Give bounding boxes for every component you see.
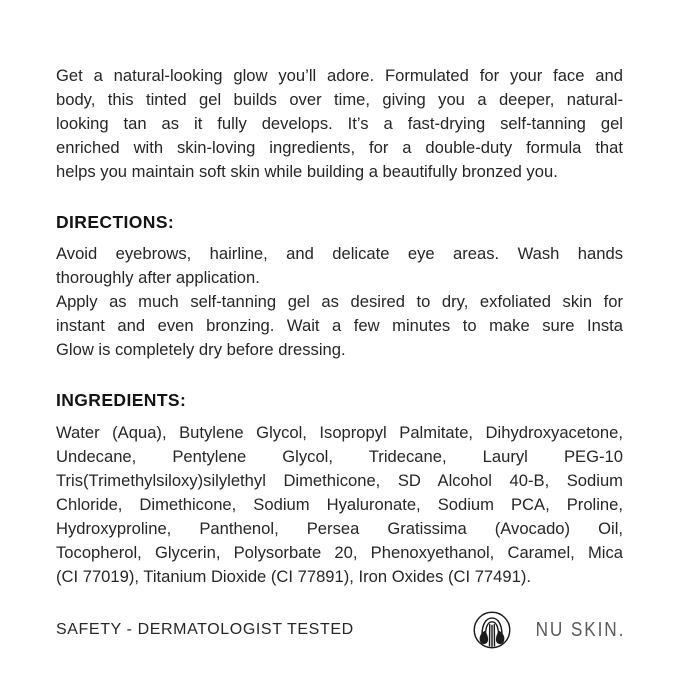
directions-heading: DIRECTIONS:	[56, 212, 175, 232]
directions-paragraph	[56, 242, 623, 362]
brand-logo	[471, 609, 625, 651]
footer	[56, 604, 625, 656]
ingredients-line: (CI 77019), Titanium Dioxide (CI 77891), Iron Oxides (CI 77491).	[56, 567, 531, 586]
intro-paragraph	[56, 64, 623, 184]
ingredients-line: Water (Aqua), Butylene Glycol, Isopropyl Palmitate, Dihydroxyacetone,	[56, 423, 623, 442]
directions-line: Glow is completely dry before dressing.	[56, 340, 346, 359]
directions-line: instant and even bronzing. Wait a few minutes to make sure Insta	[56, 316, 623, 335]
directions-line: thoroughly after application.	[56, 268, 260, 287]
ingredients-line: Tocopherol, Glycerin, Polysorbate 20, Phenoxyethanol, Caramel, Mica	[56, 543, 623, 562]
intro-line: looking tan as it fully develops. It’s a fast-drying self-tanning gel	[56, 114, 623, 133]
ingredients-paragraph	[56, 421, 623, 589]
intro-line: helps you maintain soft skin while building a beautifully bronzed you.	[56, 162, 558, 181]
ingredients-line: Chloride, Dimethicone, Sodium Hyaluronate, Sodium PCA, Proline,	[56, 495, 623, 514]
brand-name: NU SKIN.	[535, 618, 625, 641]
intro-line: body, this tinted gel builds over time, giving you a deeper, natural-	[56, 90, 623, 109]
ingredients-line: Tris(Trimethylsiloxy)silylethyl Dimethicone, SD Alcohol 40-B, Sodium	[56, 471, 623, 490]
ingredients-line: Undecane, Pentylene Glycol, Tridecane, Lauryl PEG-10	[56, 447, 623, 466]
directions-line: Apply as much self-tanning gel as desired to dry, exfoliated skin for	[56, 292, 623, 311]
directions-line: Avoid eyebrows, hairline, and delicate eye areas. Wash hands	[56, 244, 623, 263]
ingredients-line: Hydroxyproline, Panthenol, Persea Gratissima (Avocado) Oil,	[56, 519, 623, 538]
intro-line: Get a natural-looking glow you’ll adore. Formulated for your face and	[56, 66, 623, 85]
ingredients-heading: INGREDIENTS:	[56, 390, 187, 410]
intro-line: enriched with skin-loving ingredients, for a double-duty formula that	[56, 138, 623, 157]
safety-claim: SAFETY - DERMATOLOGIST TESTED	[56, 621, 354, 638]
fountain-icon	[471, 609, 513, 651]
